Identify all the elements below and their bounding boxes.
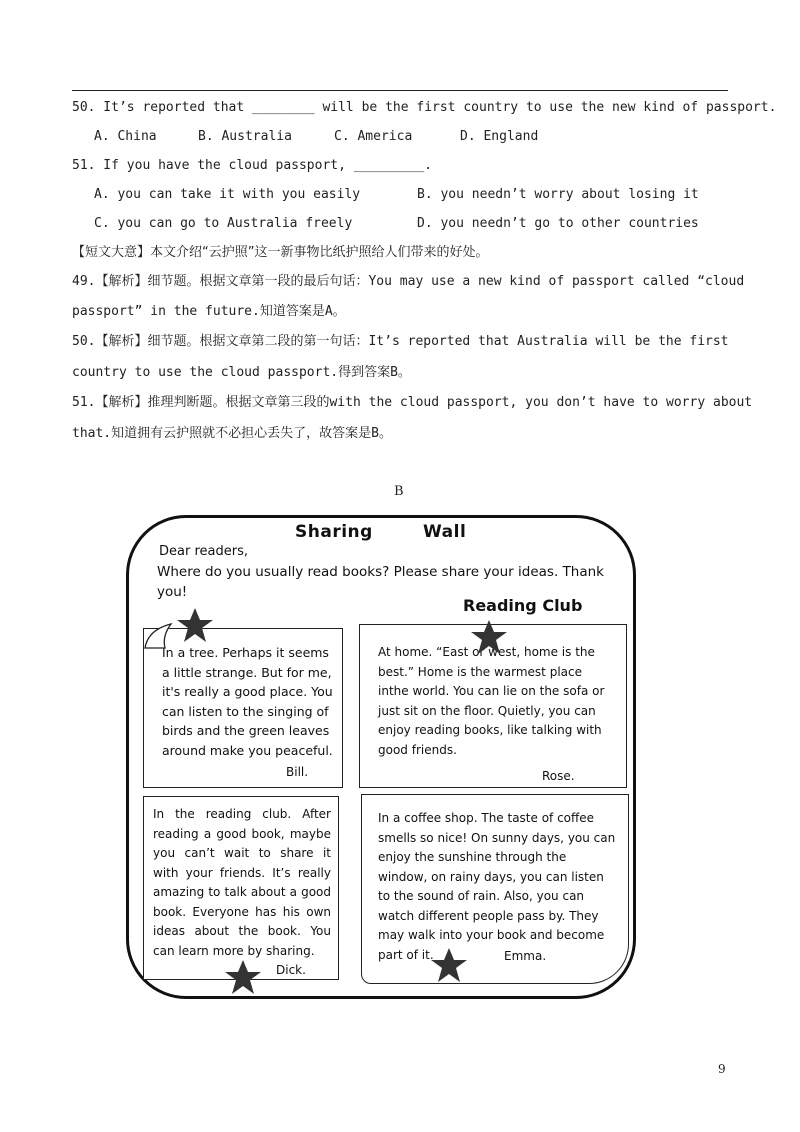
card-rose-text: At home. “East or west, home is the best.” Home is the warmest place inthe world. You can lie on the sofa or just sit on the floor. Quietly, you can enjoy reading books, like talking with good friends. (378, 645, 605, 757)
card-emma-name: Emma. (504, 949, 547, 963)
answer-51-line-2: that.知道拥有云护照就不必担心丢失了，故答案是B。 (72, 426, 392, 441)
page-number: 9 (718, 1062, 726, 1076)
q50-option-a: A. China (94, 129, 157, 144)
card-bill-name: Bill. (286, 765, 309, 779)
greeting: Dear readers, (159, 544, 248, 559)
summary-line: 【短文大意】本文介绍“云护照”这一新事物比纸护照给人们带来的好处。 (72, 245, 489, 260)
card-dick-name: Dick. (276, 963, 306, 977)
card-dick-text: In the reading club. After reading a good book, maybe you can’t wait to share it with your friends. It’s really amazing to talk about a good book. Everyone has his own ideas about the book. You can learn more by sharing. (153, 807, 331, 958)
q50-option-c: C. America (334, 129, 413, 144)
card-emma-text: In a coffee shop. The taste of coffee smells so nice! On sunny days, you can enjoy the sunshine through the window, on rainy days, you can listen to the sound of rain. Also, you can watch different people pass by. They may walk into your book and become part of it. (378, 811, 616, 962)
wall-title-right: Wall (423, 522, 467, 542)
card-emma (361, 794, 629, 984)
top-rule (72, 90, 728, 91)
answer-49-line-2: passport” in the future.知道答案是A。 (72, 304, 346, 319)
answer-49-line-1: 49.【解析】细节题。根据文章第一段的最后句话：You may use a new kind of passport called “cloud (72, 274, 745, 289)
reading-club-title: Reading Club (463, 596, 583, 615)
q51-option-b: B. you needn’t worry about losing it (417, 187, 699, 202)
intro-text: Where do you usually read books? Please share your ideas. Thank you! (157, 564, 604, 600)
q51-option-c: C. you can go to Australia freely (94, 216, 353, 231)
star-icon (223, 958, 263, 998)
star-icon (429, 946, 469, 986)
card-bill-text: In a tree. Perhaps it seems a little strange. But for me, it's really a good place. You can listen to the singing of birds and the green leaves around make you peaceful. (162, 645, 333, 758)
card-dick (143, 796, 339, 980)
card-bill (143, 628, 343, 788)
q50-option-b: B. Australia (198, 129, 292, 144)
q51-stem: 51. If you have the cloud passport, _________. (72, 158, 433, 173)
answer-51-line-1: 51.【解析】推理判断题。根据文章第三段的with the cloud passport, you don’t have to worry about (72, 395, 753, 410)
card-rose-name: Rose. (542, 769, 575, 783)
q50-option-d: D. England (460, 129, 539, 144)
q51-option-a: A. you can take it with you easily (94, 187, 361, 202)
wall-title-left: Sharing (295, 522, 373, 542)
q51-option-d: D. you needn’t go to other countries (417, 216, 699, 231)
curl-icon (143, 622, 173, 650)
answer-50-line-2: country to use the cloud passport.得到答案B。 (72, 365, 411, 380)
star-icon (175, 606, 215, 646)
q50-stem: 50. It’s reported that ________ will be the first country to use the new kind of passport. (72, 100, 777, 115)
answer-50-line-1: 50.【解析】细节题。根据文章第二段的第一句话：It’s reported that Australia will be the first (72, 334, 729, 349)
star-icon (469, 618, 509, 658)
section-label: B (394, 484, 404, 499)
sharing-wall (126, 515, 636, 999)
